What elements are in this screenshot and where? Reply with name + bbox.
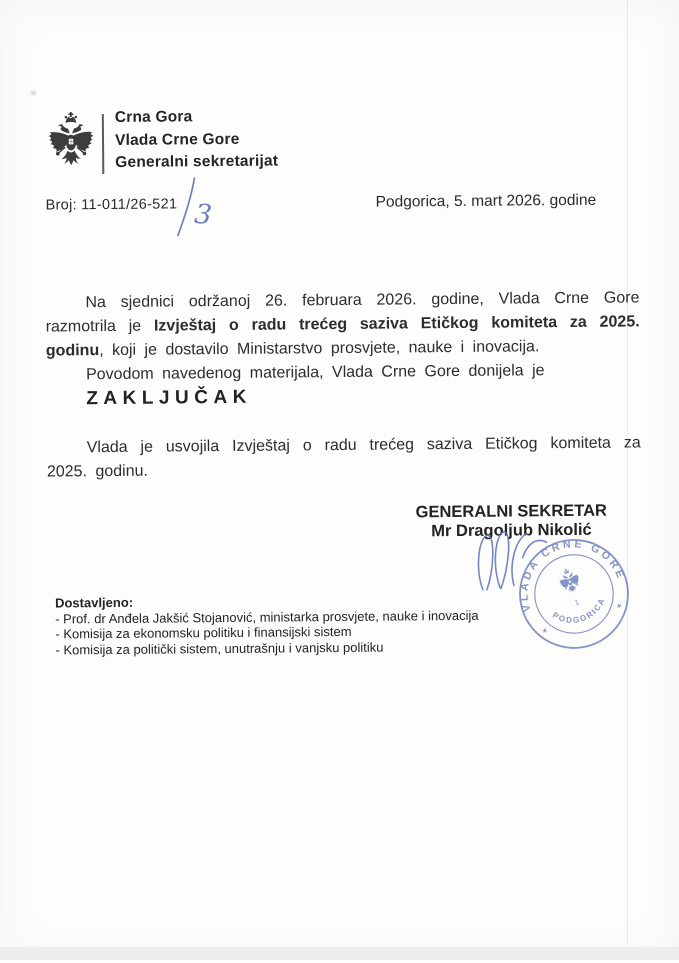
p1-tail: , koji je dostavilo Ministarstvo prosvjete, nauke i inovacija.: [99, 338, 540, 360]
signatory-title: GENERALNI SEKRETAR: [415, 501, 607, 522]
stamp-star-left-icon: ✶: [614, 600, 624, 612]
distribution-item: - Komisija za politički sistem, unutrašnju i vanjsku politiku: [55, 639, 384, 658]
letter-body: [45, 286, 641, 484]
signatory-name: Mr Dragoljub Nikolić: [431, 520, 592, 541]
svg-text:PODGORICA: [549, 594, 612, 633]
distribution-list: [55, 592, 479, 658]
stamp-ring-text: VLADA CRNE GORE: [518, 538, 628, 614]
distribution-item: - Prof. dr Anđela Jakšić Stojanović, ministarka prosvjete, nauke i inovacija: [55, 607, 479, 627]
place-date: Podgorica, 5. mart 2026. godine: [375, 191, 597, 211]
handwritten-number: 3: [193, 198, 214, 232]
montenegro-coat-of-arms-icon: [42, 111, 101, 178]
official-round-stamp: [517, 536, 632, 651]
paragraph-3: Vlada je usvojila Izvještaj o radu trećeg saziva Etičkog komiteta za 2025. godinu.: [46, 434, 641, 481]
header-divider: [102, 114, 105, 174]
letterhead: [115, 106, 279, 175]
p1-lead: Na sjednici održanoj 26. februara 2026. godine, Vlada Crne Gore razmotrila je: [45, 289, 640, 336]
p1-report-title: Izvještaj o radu trećeg saziva Etičkog komiteta za 2025. godinu: [45, 313, 640, 360]
letterhead-secretariat: Generalni sekretarijat: [115, 152, 279, 171]
distribution-item: - Komisija za ekonomsku politiku i finansijski sistem: [55, 624, 352, 642]
conclusion-heading: ZAKLJUČAK: [86, 386, 252, 410]
handwritten-annotation: [173, 175, 218, 241]
reference-number: Broj: 11-011/26-521: [45, 196, 178, 214]
letterhead-country: Crna Gora: [114, 108, 193, 126]
distribution-label: Dostavljeno:: [54, 594, 134, 611]
paragraph-1: [45, 286, 640, 363]
letterhead-government: Vlada Crne Gore: [114, 130, 240, 149]
stamp-bottom-text: PODGORICA: [550, 595, 608, 625]
stamp-center-number: 1: [573, 597, 581, 608]
stamp-crest-icon: [556, 566, 583, 595]
stamp-star-icon: ✶: [540, 625, 550, 637]
paragraph-2: Povodom navedenog materijala, Vlada Crne Gore donijela je: [85, 362, 545, 384]
